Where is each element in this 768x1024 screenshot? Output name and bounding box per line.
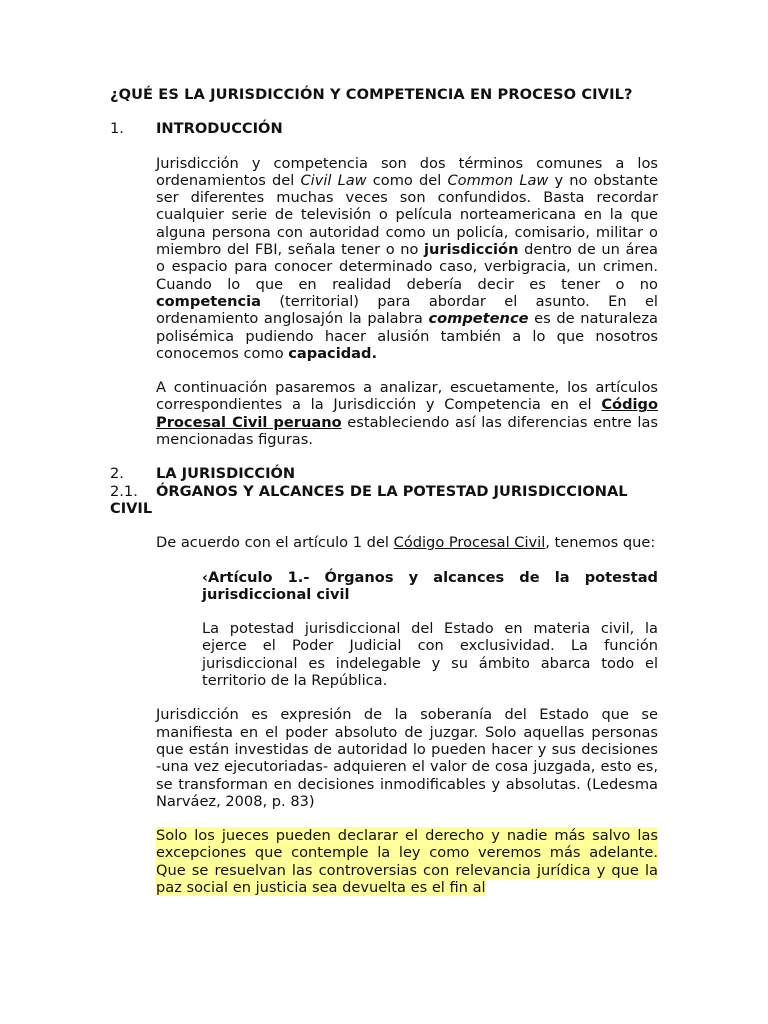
section-2-paragraph-2: Jurisdicción es expresión de la soberanía del Estado que se manifiesta en el poder absoluto de juzgar. Solo aquellas personas que están investidas de autoridad lo pueden hacer y sus decisiones -una vez ejecutoriadas- adquieren el valor de cosa juzgada, esto es, se transforman en decisiones inmodificables y absolutas. (Ledesma Narváez, 2008, p. 83) — [156, 706, 658, 810]
section-2-1-heading — [110, 483, 658, 518]
article-quote-title: ‹Artículo 1.- Órganos y alcances de la potestad jurisdiccional civil — [202, 568, 658, 603]
text-run: es de naturaleza polisémica pudiendo hacer alusión también a lo que nosotros conocemos como — [156, 310, 658, 362]
term-competencia: competencia — [156, 292, 261, 310]
section-2-title: LA JURISDICCIÓN — [156, 465, 296, 483]
section-2-number: 2. — [110, 465, 124, 483]
intro-paragraph-1 — [156, 155, 658, 363]
term-competence: competence — [428, 310, 529, 328]
term-civil-law: Civil Law — [300, 171, 367, 189]
section-2-paragraph-1 — [156, 534, 658, 551]
text-run: estableciendo así las diferencias entre las mencionadas figuras. — [156, 413, 658, 449]
section-2-heading — [110, 465, 658, 482]
term-common-law: Common Law — [447, 171, 549, 189]
text-run: Jurisdicción y competencia son dos términos comunes a los ordenamientos del — [156, 154, 658, 189]
term-jurisdiccion: jurisdicción — [424, 241, 519, 259]
text-run: y no obstante ser diferentes muchas veces son confundidos. Basta recordar cualquier serie de televisión o película norteamericana en la que alguna persona con autoridad como un policía, comisario, militar o miembro del FBI, señala tener o no — [156, 171, 659, 259]
intro-paragraph-2 — [156, 379, 658, 448]
section-2-1-number: 2.1. — [110, 482, 138, 500]
document-page — [110, 86, 658, 913]
text-run: De acuerdo con el artículo 1 del — [156, 534, 394, 552]
section-1-title: INTRODUCCIÓN — [156, 120, 283, 138]
article-quote-body: La potestad jurisdiccional del Estado en materia civil, la ejerce el Poder Judicial con exclusividad. La función jurisdiccional es indelegable y su ámbito abarca todo el territorio de la República. — [202, 620, 658, 690]
text-run: como del — [366, 171, 448, 189]
link-codigo-procesal-civil-peruano[interactable]: Código Procesal Civil peruano — [156, 396, 658, 431]
section-2-1-title-line-2: CIVIL — [110, 499, 153, 517]
term-capacidad: capacidad. — [288, 344, 377, 362]
text-run: A continuación pasaremos a analizar, escuetamente, los artículos correspondientes a la Jurisdicción y Competencia en el — [156, 379, 658, 414]
text-run: , tenemos que: — [545, 534, 656, 552]
section-2-1-title-line-1: ÓRGANOS Y ALCANCES DE LA POTESTAD JURISDICCIONAL — [156, 482, 628, 500]
document-title: ¿QUÉ ES LA JURISDICCIÓN Y COMPETENCIA EN PROCESO CIVIL? — [110, 86, 633, 103]
section-2-paragraph-3-highlighted — [156, 827, 658, 896]
section-1-heading — [110, 120, 658, 137]
text-run: dentro de un área o espacio para conocer determinado caso, verbigracia, un crimen. Cuando lo que en realidad debería decir es tener o no — [156, 241, 658, 293]
section-1-number: 1. — [110, 120, 124, 138]
highlighted-text: Solo los jueces pueden declarar el derecho y nadie más salvo las excepciones que contemple la ley como veremos más adelante. Que se resuelvan las controversias con relevancia jurídica y que la paz social en justicia sea devuelta es el fin al — [156, 827, 658, 896]
text-run: (territorial) para abordar el asunto. En el ordenamiento anglosajón la palabra — [156, 292, 658, 328]
link-codigo-procesal-civil[interactable]: Código Procesal Civil — [393, 534, 546, 552]
